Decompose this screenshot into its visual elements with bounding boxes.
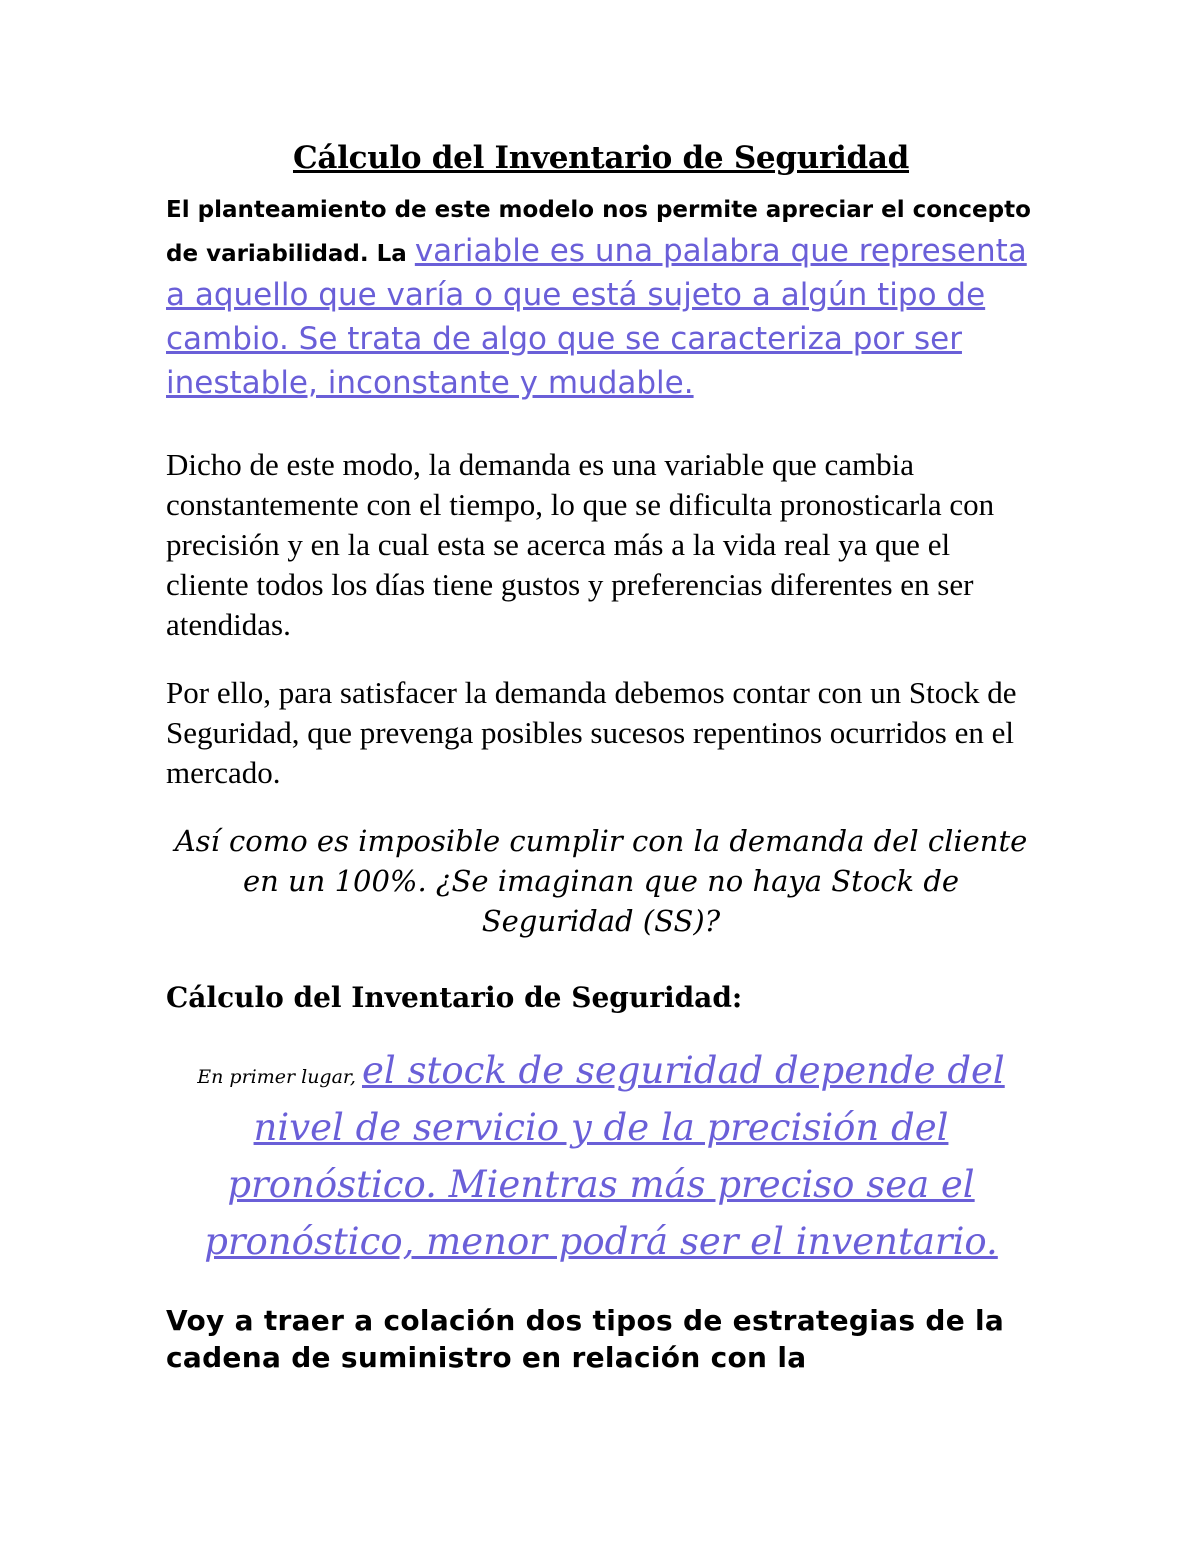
safety-stock-paragraph: Por ello, para satisfacer la demanda debemos contar con un Stock de Seguridad, que prevenga posibles sucesos repentinos ocurridos en el mercado.: [166, 675, 1017, 790]
service-level-link[interactable]: el stock de seguridad depende del nivel de servicio y de la precisión del pronóstico. Mientras más preciso sea el pronóstico, menor podrá ser el inventario.: [204, 1049, 1005, 1263]
section-subtitle: Cálculo del Inventario de Seguridad:: [166, 981, 743, 1014]
quote-paragraph: Así como es imposible cumplir con la demanda del cliente en un 100%. ¿Se imaginan que no haya Stock de Seguridad (SS)?: [174, 824, 1028, 938]
intro-bold-text: El planteamiento de este modelo nos permite apreciar el concepto de variabilidad. La: [166, 197, 1031, 267]
demand-paragraph: Dicho de este modo, la demanda es una variable que cambia constantemente con el tiempo, lo que se dificulta pronosticarla con precisión y en la cual esta se acerca más a la vida real ya que el cliente todos los días tiene gustos y preferencias diferentes en ser atendidas.: [166, 447, 995, 642]
service-level-lead: En primer lugar,: [197, 1066, 362, 1088]
document-page: [166, 140, 1036, 1376]
variable-definition-link[interactable]: variable es una palabra que representa a aquello que varía o que está sujeto a algún tipo de cambio. Se trata de algo que se caracteriza por ser inestable, inconstante y mudable.: [166, 233, 1027, 401]
service-level-paragraph: [166, 1046, 1036, 1274]
document-title: Cálculo del Inventario de Seguridad: [292, 140, 910, 176]
strategies-paragraph: Voy a traer a colación dos tipos de estrategias de la cadena de suministro en relación con la: [166, 1304, 1005, 1374]
intro-paragraph: [166, 190, 1036, 407]
